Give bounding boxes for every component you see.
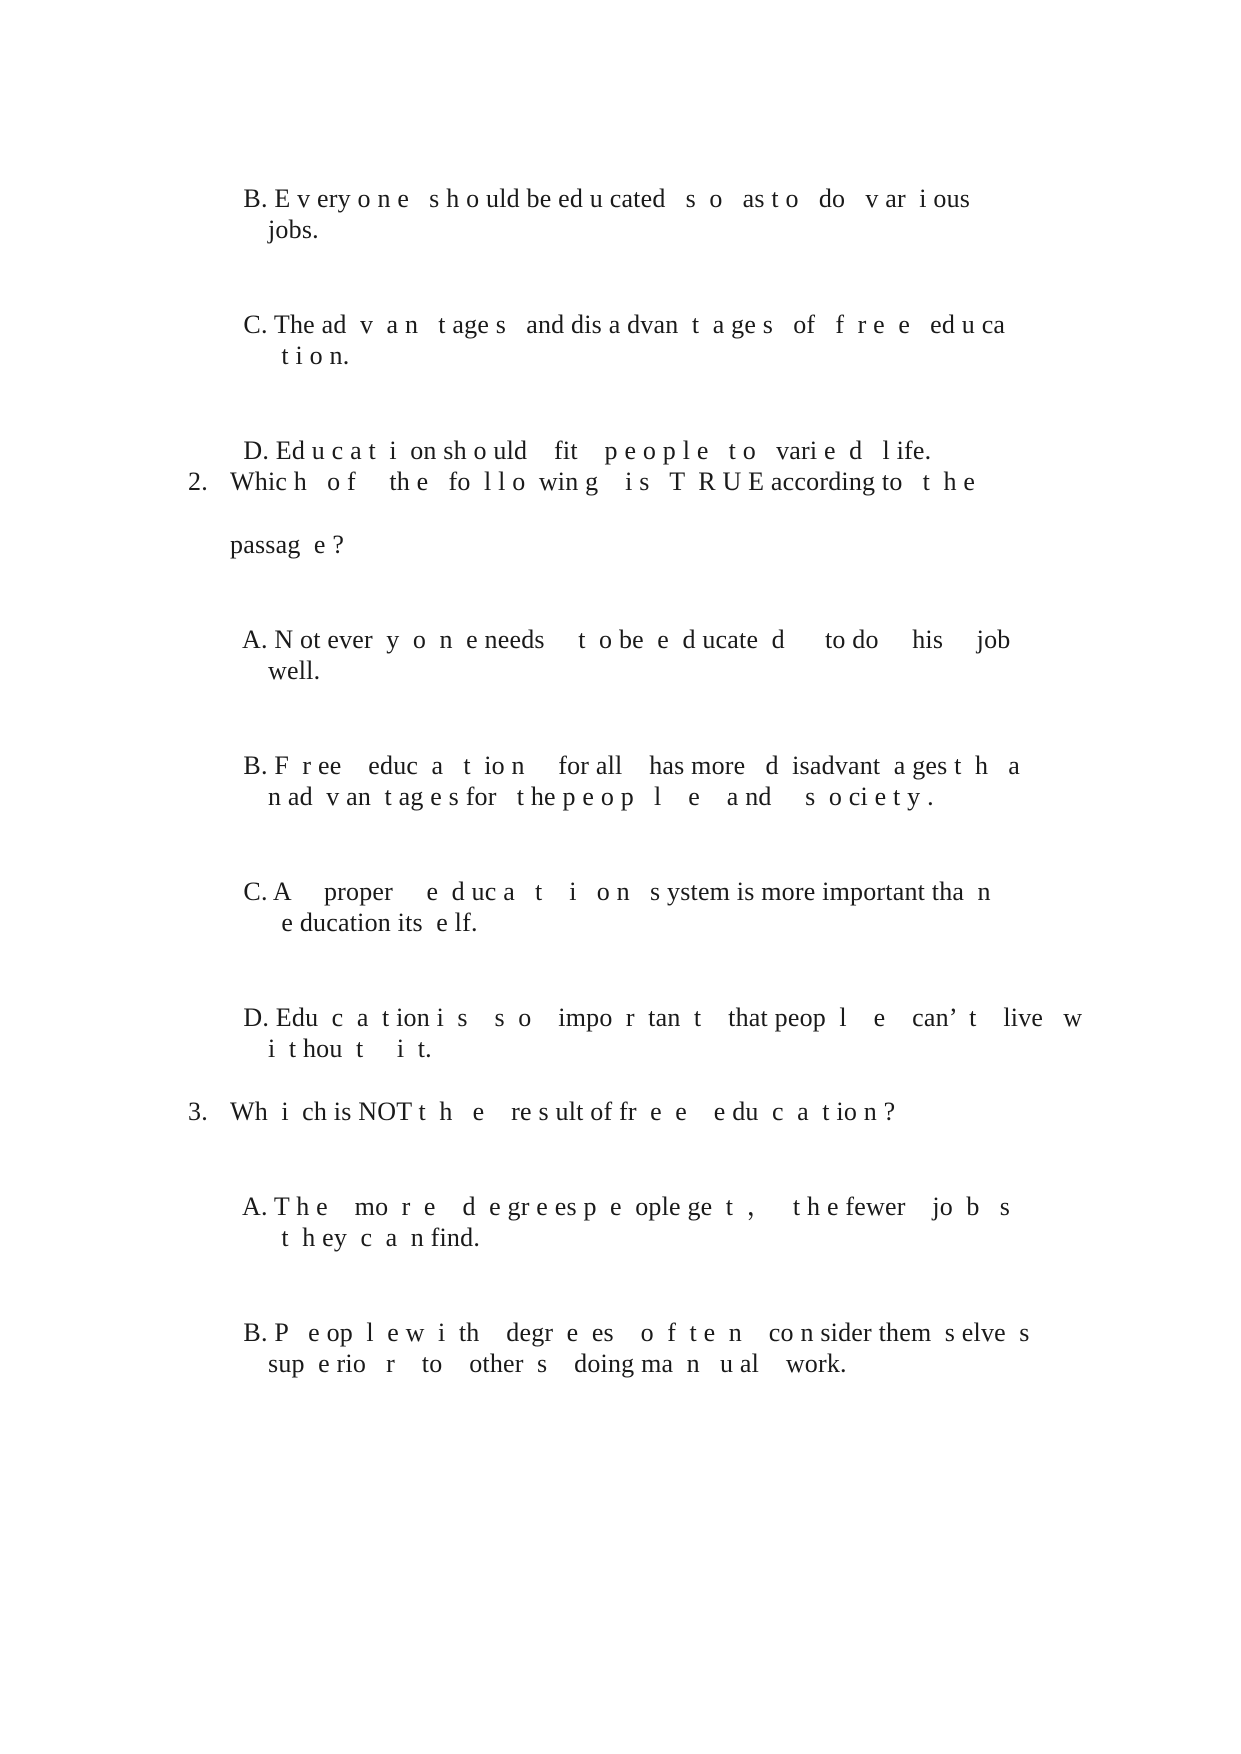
option-letter: A. [241,1192,268,1221]
q2-option-b-continued: n ad v an t ag e s for t he p e o p l e a nd s o ci e t y . [268,782,934,811]
q1-option-b [230,151,970,215]
option-text: A proper e d uc a t i o n s ystem is more important tha n [272,877,991,906]
q2-option-d-continued: i t hou t i t. [268,1034,432,1063]
option-letter: D. [243,1003,270,1032]
option-text: N ot ever y o n e needs t o be e d ucate d to do his job [274,625,1011,654]
option-text: The ad v a n t age s and dis a dvan t a ge s of f r e e ed u ca [273,310,1006,339]
option-text: P e op l e w i th degr e es o f t e n co n sider them s elve s [274,1318,1030,1347]
option-text: Ed u c a t i on sh o uld fit p e o p l e t o vari e d l ife. [275,436,932,465]
q1-option-b-continued: jobs. [268,215,319,244]
q1-option-c [230,277,1005,341]
q3-number: 3. [188,1097,208,1126]
option-letter: B. [243,184,268,213]
q1-option-c-continued: t i o n. [268,341,350,370]
q3-stem: Wh i ch is NOT t h e re s ult of fr e e e du c a t io n ? [230,1097,896,1126]
option-text: Edu c a t ion i s s o impo r tan t that peop l e can’ t live w [275,1003,1083,1032]
option-letter: B. [243,751,268,780]
q2-option-c-continued: e ducation its e lf. [268,908,478,937]
option-text: T h e mo r e d e gr e es p e ople ge t ， t h e fewer jo b s [273,1192,1011,1221]
q3-option-a-continued: t h ey c a n find. [268,1223,481,1252]
option-text: F r ee educ a t io n for all has more d isadvant a ges t h a [274,751,1021,780]
option-letter: B. [243,1318,268,1347]
option-text: E v ery o n e s h o uld be ed u cated s o as t o do v ar i ous [274,184,971,213]
option-letter: C. [243,877,268,906]
option-letter: D. [243,436,270,465]
q2-option-d [230,970,1082,1034]
q2-stem-continued: passag e ? [230,530,345,559]
option-letter: A. [241,625,268,654]
q2-option-c [230,844,991,908]
q3-option-b-continued: sup e rio r to other s doing ma n u al work. [268,1349,847,1378]
q2-option-b [230,718,1020,782]
q3-option-b [230,1285,1030,1349]
q3-option-a [230,1159,1010,1223]
q1-option-d [230,403,931,467]
q2-stem: Whic h o f th e fo l l o win g i s T R U E according to t h e [230,467,976,496]
q2-option-a-continued: well. [268,656,321,685]
q2-option-a [230,592,1010,656]
option-letter: C. [243,310,268,339]
q2-number: 2. [188,467,208,496]
